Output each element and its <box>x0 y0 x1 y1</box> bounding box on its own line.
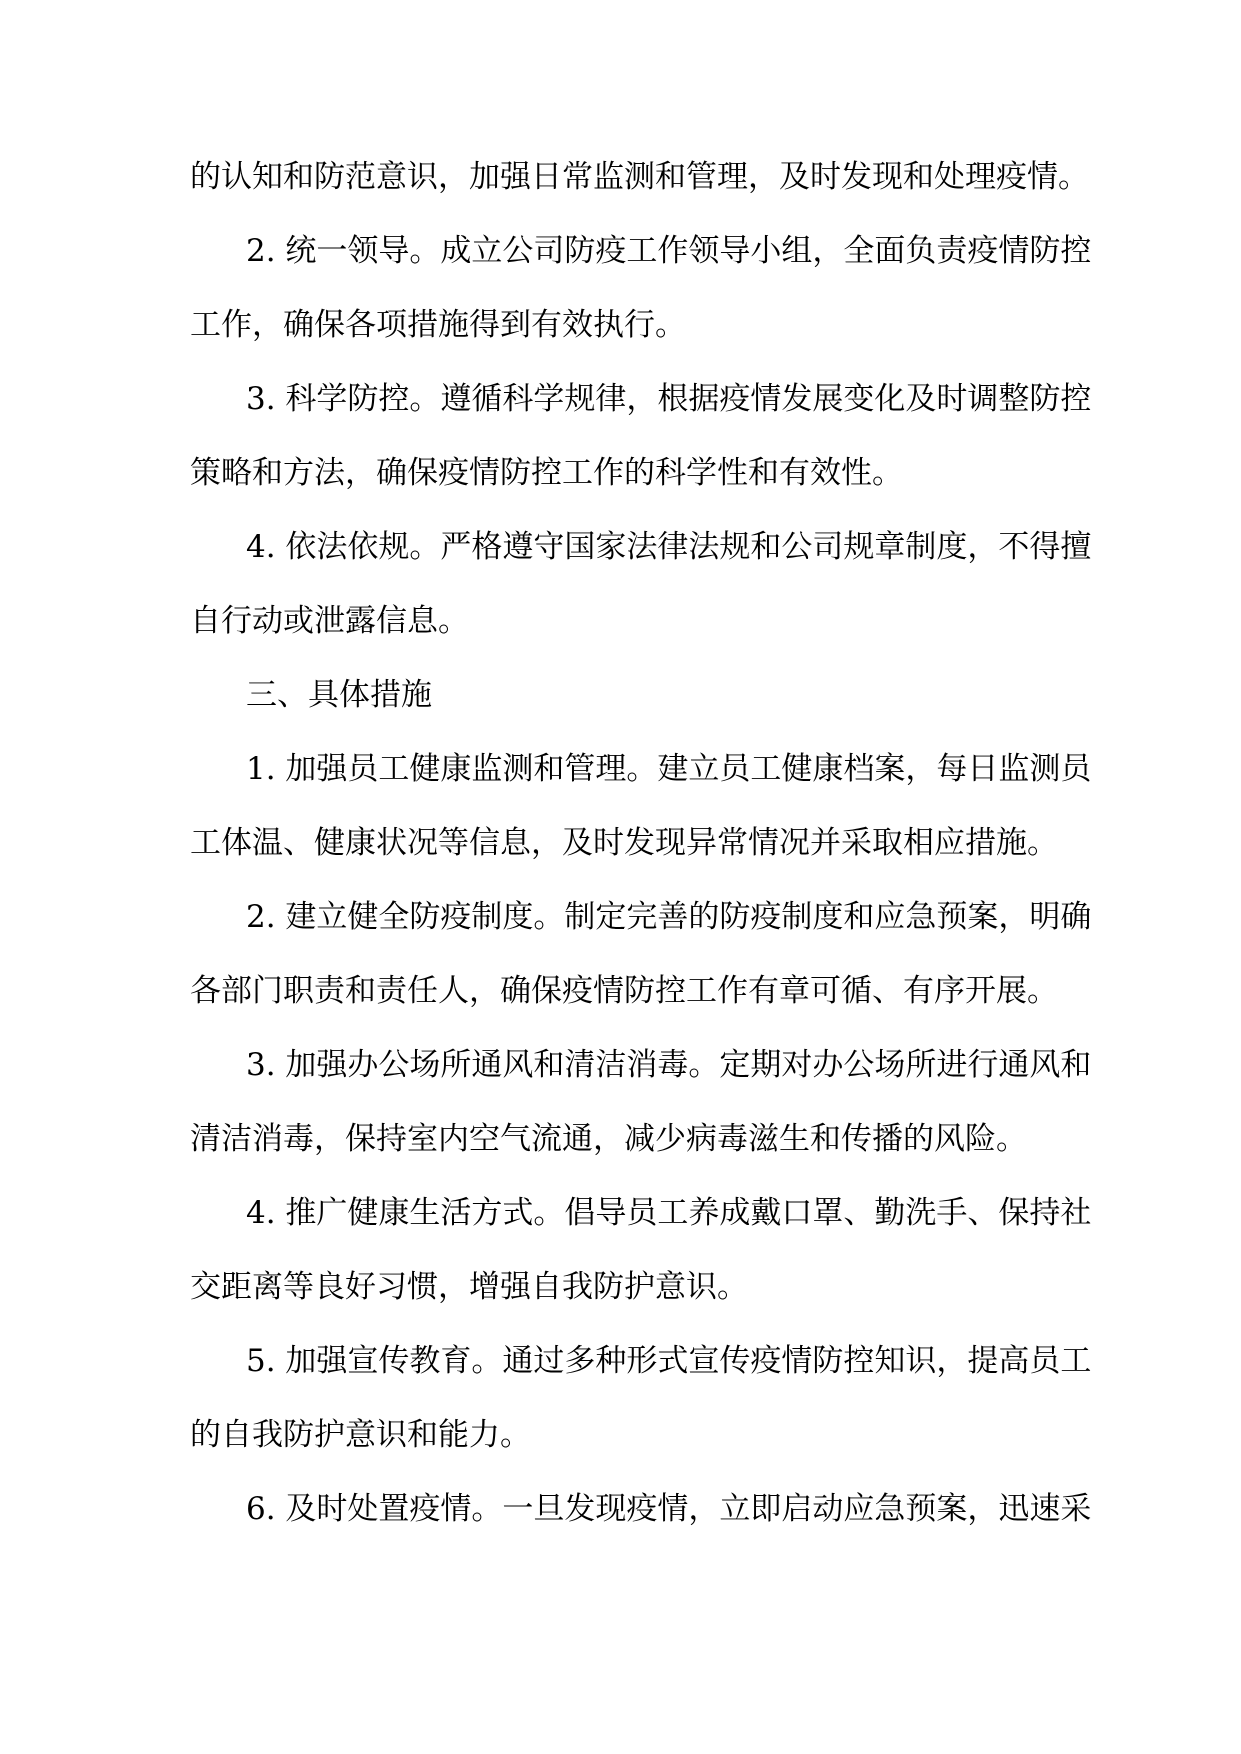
paragraph-line: 策略和方法，确保疫情防控工作的科学性和有效性。 <box>190 455 903 491</box>
paragraph-line: 4. 推广健康生活方式。倡导员工养成戴口罩、勤洗手、保持社 <box>246 1195 1092 1231</box>
paragraph-line: 的自我防护意识和能力。 <box>190 1417 531 1453</box>
paragraph-line: 2. 统一领导。成立公司防疫工作领导小组，全面负责疫情防控 <box>246 233 1092 269</box>
paragraph-line: 6. 及时处置疫情。一旦发现疫情，立即启动应急预案，迅速采 <box>246 1491 1092 1527</box>
paragraph-line: 3. 科学防控。遵循科学规律，根据疫情发展变化及时调整防控 <box>246 381 1092 417</box>
paragraph-line: 4. 依法依规。严格遵守国家法律法规和公司规章制度，不得擅 <box>246 529 1092 565</box>
paragraph-line: 交距离等良好习惯，增强自我防护意识。 <box>190 1269 748 1305</box>
paragraph-line: 清洁消毒，保持室内空气流通，减少病毒滋生和传播的风险。 <box>190 1121 1027 1157</box>
document-body <box>190 140 1092 1546</box>
paragraph-line: 自行动或泄露信息。 <box>190 603 469 639</box>
paragraph-line: 工体温、健康状况等信息，及时发现异常情况并采取相应措施。 <box>190 825 1058 861</box>
paragraph-line: 各部门职责和责任人，确保疫情防控工作有章可循、有序开展。 <box>190 973 1058 1009</box>
section-heading: 三、具体措施 <box>246 677 432 713</box>
paragraph-line: 3. 加强办公场所通风和清洁消毒。定期对办公场所进行通风和 <box>246 1047 1092 1083</box>
paragraph-line: 工作，确保各项措施得到有效执行。 <box>190 307 686 343</box>
paragraph-line: 1. 加强员工健康监测和管理。建立员工健康档案，每日监测员 <box>246 751 1092 787</box>
paragraph-line: 5. 加强宣传教育。通过多种形式宣传疫情防控知识，提高员工 <box>246 1343 1092 1379</box>
paragraph-line: 的认知和防范意识，加强日常监测和管理，及时发现和处理疫情。 <box>190 159 1089 195</box>
paragraph-line: 2. 建立健全防疫制度。制定完善的防疫制度和应急预案，明确 <box>246 899 1092 935</box>
